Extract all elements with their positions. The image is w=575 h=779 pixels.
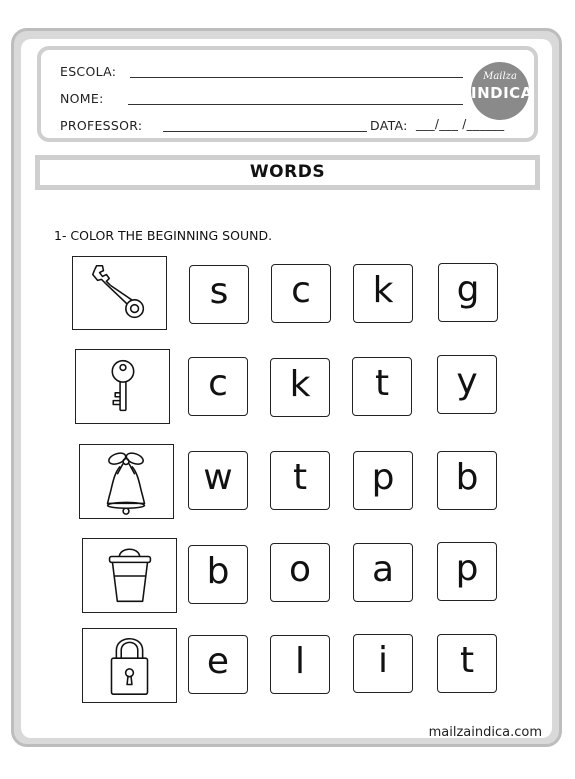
letter-box[interactable]: t (437, 634, 497, 693)
letter-box[interactable]: c (271, 264, 331, 323)
padlock-picture-box (82, 628, 177, 703)
key-icon (76, 350, 169, 423)
letter-box[interactable]: e (188, 635, 248, 694)
letter-box[interactable]: y (437, 355, 497, 414)
letter-box[interactable]: t (352, 357, 412, 416)
letter-box[interactable]: a (353, 543, 413, 602)
logo-script-text: Mailza (483, 71, 517, 82)
name-field[interactable] (128, 104, 463, 105)
teacher-label: PROFESSOR: (60, 118, 143, 133)
teacher-field[interactable] (163, 131, 367, 132)
letter-box[interactable]: p (437, 542, 497, 601)
title-banner (35, 155, 540, 190)
logo-text: INDICA (471, 84, 533, 102)
name-label: NOME: (60, 91, 104, 106)
letter-box[interactable]: g (438, 263, 498, 322)
footer-website: mailzaindica.com (428, 725, 542, 740)
letter-box[interactable]: b (437, 451, 497, 510)
bell-picture-box (79, 444, 174, 519)
letter-box[interactable]: k (353, 264, 413, 323)
bucket-picture-box (82, 538, 177, 613)
key-picture-box (75, 349, 170, 424)
letter-box[interactable]: o (270, 543, 330, 602)
school-label: ESCOLA: (60, 64, 117, 79)
date-field[interactable]: ___/___ /______ (416, 117, 505, 131)
school-field[interactable] (130, 77, 463, 78)
letter-box[interactable]: l (270, 635, 330, 694)
letter-box[interactable]: s (189, 265, 249, 324)
bucket-icon (83, 539, 176, 612)
wrench-picture-box (72, 256, 167, 330)
brand-logo (471, 62, 533, 120)
date-label: DATA: (370, 118, 408, 133)
letter-box[interactable]: w (188, 451, 248, 510)
letter-box[interactable]: p (353, 451, 413, 510)
page-title: WORDS (249, 162, 326, 182)
instruction-text: 1- COLOR THE BEGINNING SOUND. (54, 228, 273, 243)
letter-box[interactable]: b (188, 545, 248, 604)
wrench-icon (73, 257, 166, 329)
letter-box[interactable]: t (270, 451, 330, 510)
letter-box[interactable]: c (188, 357, 248, 416)
letter-box[interactable]: k (270, 358, 330, 417)
padlock-icon (83, 629, 176, 702)
bell-icon (80, 445, 173, 518)
letter-box[interactable]: i (353, 634, 413, 693)
